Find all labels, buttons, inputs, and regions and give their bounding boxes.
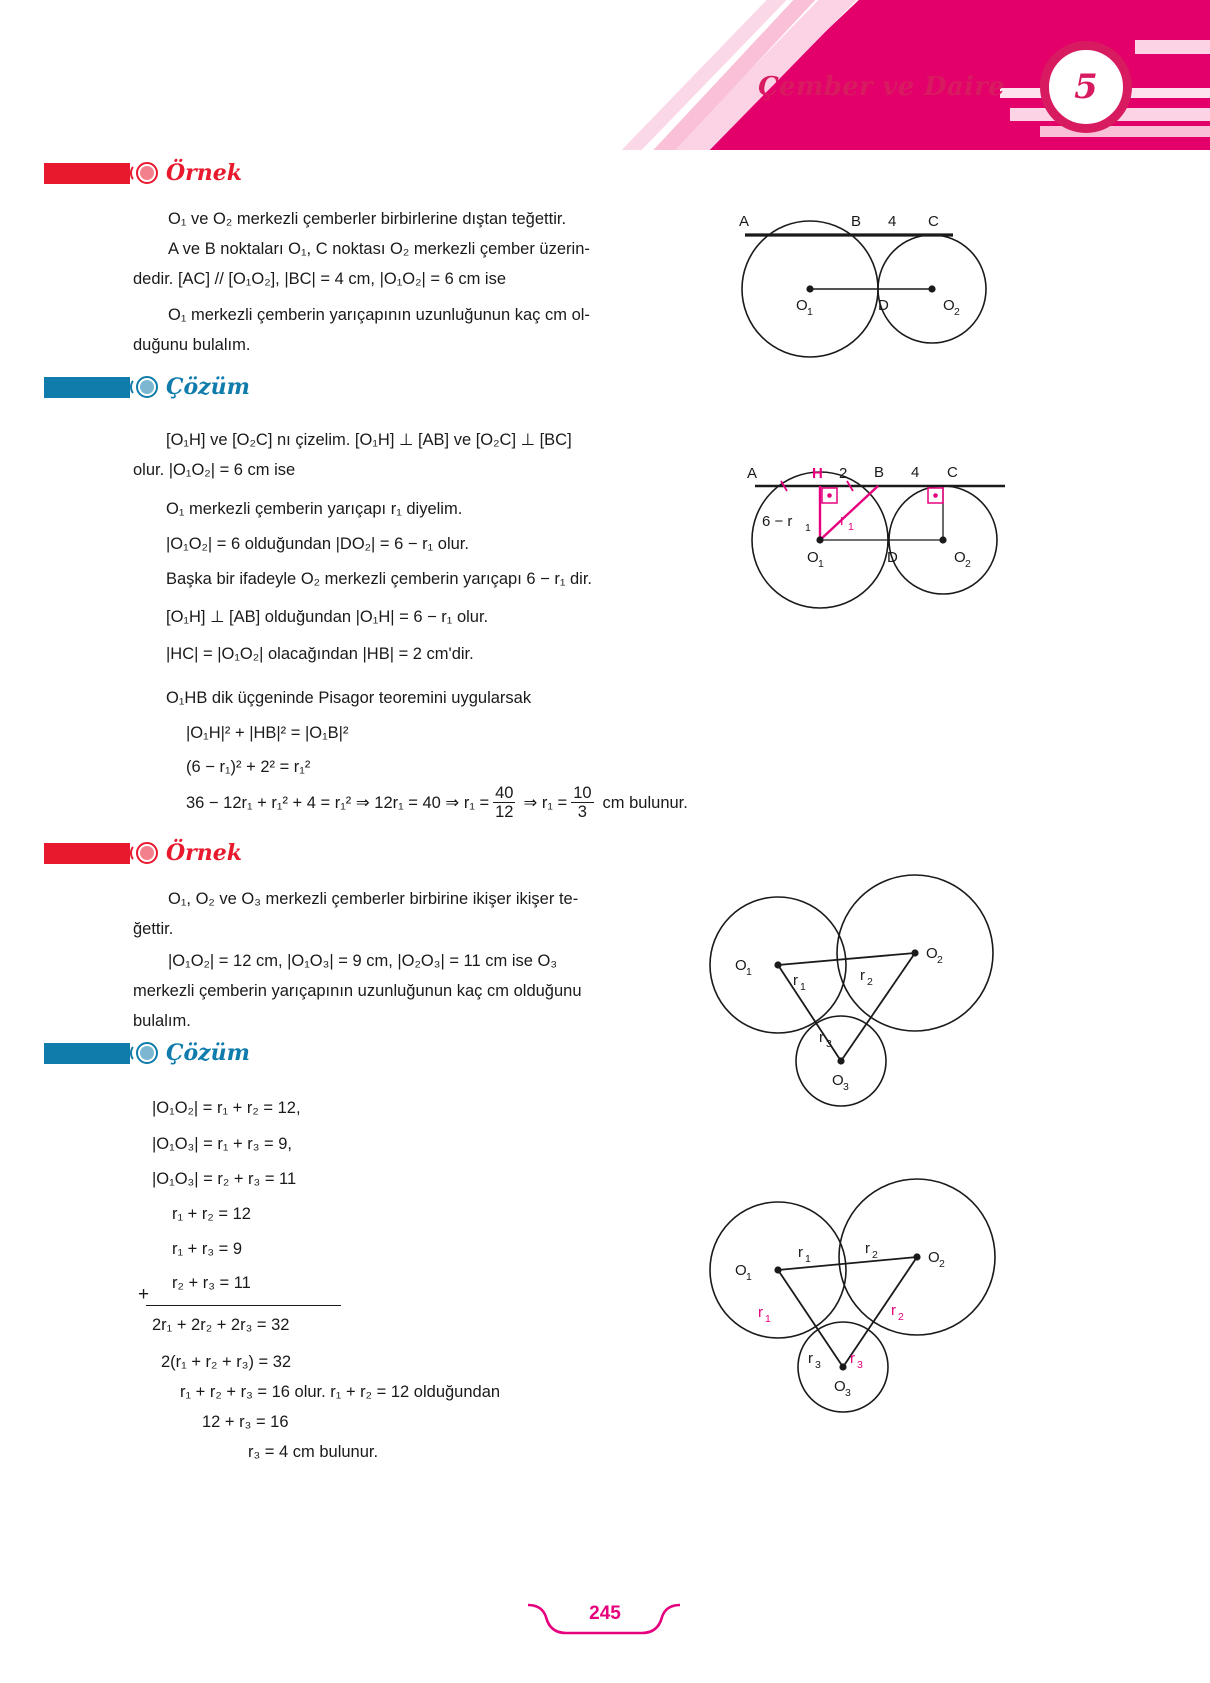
cozum-label-2: [44, 1040, 250, 1066]
header-decoration: [0, 0, 1210, 150]
cozum-rings-icon-2: [128, 1040, 162, 1066]
solution1-line-1: olur. |O₁O₂| = 6 cm ise: [133, 461, 296, 479]
figure2-label-hb-length: 2: [839, 465, 848, 482]
point-o1: [806, 285, 813, 292]
figure4-label-r3-black: r: [808, 1350, 813, 1367]
ornek-rings-icon-2: [128, 840, 162, 866]
figure1-label-o2-sub: 2: [954, 306, 960, 318]
cozum-bar: [44, 377, 130, 398]
solution1-eq-final-suffix: cm bulunur.: [602, 794, 688, 812]
figure3-label-o2: O: [926, 945, 938, 962]
example1-line-4: duğunu bulalım.: [133, 336, 251, 354]
solution1-line-3: |O₁O₂| = 6 olduğundan |DO₂| = 6 − r₁ olur.: [166, 535, 469, 553]
figure2-label-o2-sub: 2: [965, 558, 971, 570]
figure2-label-a: A: [747, 465, 758, 482]
point-o1: [774, 961, 781, 968]
figure3-label-o3-sub: 3: [843, 1081, 849, 1093]
point-o3: [837, 1057, 844, 1064]
figure4-label-r2-top-sub: 2: [872, 1249, 878, 1261]
figure3-label-o1: O: [735, 957, 747, 974]
ornek-label-text: Örnek: [166, 160, 242, 186]
figure4-label-r1-top: r: [798, 1244, 803, 1261]
figure-three-circles-plain: [695, 885, 1005, 1105]
figure4-label-o2-sub: 2: [939, 1258, 945, 1270]
cozum-bar-2: [44, 1043, 130, 1064]
figure4-label-r3-pink: r: [850, 1350, 855, 1367]
right-angle-dot-c: [933, 493, 938, 498]
solution2-factored: 2(r₁ + r₂ + r₃) = 32: [161, 1353, 292, 1371]
cozum-label-text: Çözüm: [166, 374, 250, 400]
figure3-label-r2: r: [860, 967, 865, 984]
sum-rule-line: [146, 1305, 341, 1306]
figure2-label-d: D: [887, 549, 898, 566]
solution2-sum-term-1: r₁ + r₃ = 9: [172, 1240, 243, 1258]
solution1-eq-final-prefix: 36 − 12r₁ + r₁² + 4 = r₁² ⇒ 12r₁ = 40 ⇒ r₁ =: [186, 794, 490, 812]
fraction-10-3: [571, 785, 593, 821]
cozum-rings-icon: [128, 374, 162, 400]
figure2-label-o1h-sub: 1: [805, 522, 811, 534]
figure4-label-o3-sub: 3: [845, 1387, 851, 1399]
example1-line-1: A ve B noktaları O₁, C noktası O₂ merkezli çember üzerin-: [168, 240, 590, 258]
chapter-number: 5: [1074, 67, 1098, 107]
example1-line-2: dedir. [AC] // [O₁O₂], |BC| = 4 cm, |O₁O₂| = 6 cm ise: [133, 270, 507, 288]
fraction-10-3-denominator: 3: [571, 802, 593, 821]
example2-line-4: bulalım.: [133, 1012, 191, 1030]
solution2-eq-2: |O₁O₃| = r₂ + r₃ = 11: [152, 1170, 297, 1188]
page-footer: [0, 1599, 1210, 1645]
figure4-label-r2-top: r: [865, 1240, 870, 1257]
right-angle-dot-h: [827, 493, 832, 498]
solution2-total-line: r₁ + r₂ + r₃ = 16 olur. r₁ + r₂ = 12 olduğundan: [180, 1383, 501, 1401]
figure4-label-r3-black-sub: 3: [815, 1359, 821, 1371]
figure-two-circles-basic: [725, 198, 1015, 363]
ornek-label-1: [44, 160, 242, 186]
figure4-label-r2-pink-sub: 2: [898, 1311, 904, 1323]
solution2-eq-1: |O₁O₃| = r₁ + r₃ = 9,: [152, 1135, 292, 1153]
ornek-label-text-2: Örnek: [166, 840, 242, 866]
figure3-label-o2-sub: 2: [937, 954, 943, 966]
figure2-label-o1b: r: [840, 512, 845, 529]
figure1-label-o2: O: [943, 297, 955, 314]
point-o3: [839, 1363, 846, 1370]
figure-two-circles-height: [735, 450, 1030, 625]
figure1-label-c: C: [928, 213, 939, 230]
figure1-label-a: A: [739, 213, 750, 230]
figure1-label-b: B: [851, 213, 862, 230]
point-o1: [816, 536, 823, 543]
solution2-plus-sign: +: [138, 1284, 150, 1305]
solution1-eq-pythagoras: |O₁H|² + |HB|² = |O₁B|²: [186, 724, 349, 742]
point-o2: [913, 1253, 920, 1260]
figure4-label-o2: O: [928, 1249, 940, 1266]
figure4-label-r1-pink: r: [758, 1304, 763, 1321]
fraction-40-12: [493, 785, 515, 821]
figure2-label-o1-sub: 1: [818, 558, 824, 570]
figure3-label-r3: r: [819, 1029, 824, 1046]
cozum-label-text-2: Çözüm: [166, 1040, 250, 1066]
figure4-label-o3: O: [834, 1378, 846, 1395]
point-o2: [939, 536, 946, 543]
figure2-label-c: C: [947, 464, 958, 481]
example2-line-3: merkezli çemberin yarıçapının uzunluğunun kaç cm olduğunu: [133, 982, 582, 1000]
solution2-answer: r₃ = 4 cm bulunur.: [248, 1443, 379, 1461]
solution2-sum-result: 2r₁ + 2r₂ + 2r₃ = 32: [152, 1316, 290, 1334]
solution1-line-0: [O₁H] ve [O₂C] nı çizelim. [O₁H] ⊥ [AB] ve [O₂C] ⊥ [BC]: [166, 431, 572, 449]
figure3-label-r1-sub: 1: [800, 981, 806, 993]
solution1-eq-final: [186, 785, 688, 821]
segment-o2o3: [841, 953, 915, 1061]
example1-line-3: O₁ merkezli çemberin yarıçapının uzunluğunun kaç cm ol-: [168, 306, 590, 324]
solution2-sum-term-0: r₁ + r₂ = 12: [172, 1205, 251, 1223]
figure2-label-b: B: [874, 464, 885, 481]
figure4-label-r1-pink-sub: 1: [765, 1313, 771, 1325]
figure4-label-o1: O: [735, 1262, 747, 1279]
figure2-label-o1h: 6 − r: [762, 513, 793, 530]
ornek-rings-icon: [128, 160, 162, 186]
header-title: Çember ve Daire: [758, 72, 1005, 102]
example1-line-0: O₁ ve O₂ merkezli çemberler birbirlerine dıştan teğettir.: [168, 210, 567, 228]
point-o1: [774, 1266, 781, 1273]
solution2-sum-term-2: r₂ + r₃ = 11: [172, 1274, 251, 1292]
figure2-label-h: H: [812, 465, 823, 482]
figure3-label-r1: r: [793, 972, 798, 989]
figure1-label-o1-sub: 1: [807, 306, 813, 318]
solution1-line-4: Başka bir ifadeyle O₂ merkezli çemberin yarıçapı 6 − r₁ dir.: [166, 570, 593, 588]
figure3-label-r3-sub: 3: [826, 1038, 832, 1050]
fraction-40-12-numerator: 40: [495, 784, 514, 802]
example2-line-0: O₁, O₂ ve O₃ merkezli çemberler birbirine ikişer ikişer te-: [168, 890, 579, 908]
figure-three-circles-annotated: [695, 1165, 1005, 1405]
figure1-label-bc-length: 4: [888, 213, 897, 230]
solution1-eq-final-mid: ⇒ r₁ =: [523, 794, 568, 812]
figure4-label-r1-top-sub: 1: [805, 1253, 811, 1265]
solution1-eq-substituted: (6 − r₁)² + 2² = r₁²: [186, 758, 311, 776]
example2-line-2: |O₁O₂| = 12 cm, |O₁O₃| = 9 cm, |O₂O₃| = 11 cm ise O₃: [168, 952, 558, 970]
figure4-label-r2-pink: r: [891, 1302, 896, 1319]
solution1-line-7: O₁HB dik üçgeninde Pisagor teoremini uygularsak: [166, 689, 532, 707]
figure2-label-o1: O: [807, 549, 819, 566]
figure2-label-bc-length: 4: [911, 464, 920, 481]
figure3-label-r2-sub: 2: [867, 976, 873, 988]
cozum-label-1: [44, 374, 250, 400]
solution2-eq-0: |O₁O₂| = r₁ + r₂ = 12,: [152, 1099, 301, 1117]
figure3-label-o1-sub: 1: [746, 966, 752, 978]
ornek-bar: [44, 163, 130, 184]
solution1-line-6: |HC| = |O₁O₂| olacağından |HB| = 2 cm'dir.: [166, 645, 474, 663]
figure2-label-o2: O: [954, 549, 966, 566]
figure3-label-o3: O: [832, 1072, 844, 1089]
example2-line-1: ğettir.: [133, 920, 174, 938]
figure1-label-o1: O: [796, 297, 808, 314]
ornek-label-2: [44, 840, 242, 866]
fraction-10-3-numerator: 10: [573, 784, 592, 802]
solution2-substitute: 12 + r₃ = 16: [202, 1413, 289, 1431]
solution1-line-5: [O₁H] ⊥ [AB] olduğundan |O₁H| = 6 − r₁ olur.: [166, 608, 489, 626]
figure1-label-d: D: [878, 297, 889, 314]
page-header: [0, 0, 1210, 150]
solution1-line-2: O₁ merkezli çemberin yarıçapı r₁ diyelim.: [166, 500, 463, 518]
point-o2: [928, 285, 935, 292]
page-number: 245: [589, 1603, 621, 1624]
ornek-bar-2: [44, 843, 130, 864]
point-o2: [911, 949, 918, 956]
figure4-label-r3-pink-sub: 3: [857, 1359, 863, 1371]
figure4-label-o1-sub: 1: [746, 1271, 752, 1283]
fraction-40-12-denominator: 12: [495, 803, 514, 821]
figure2-label-o1b-sub: 1: [848, 521, 854, 533]
